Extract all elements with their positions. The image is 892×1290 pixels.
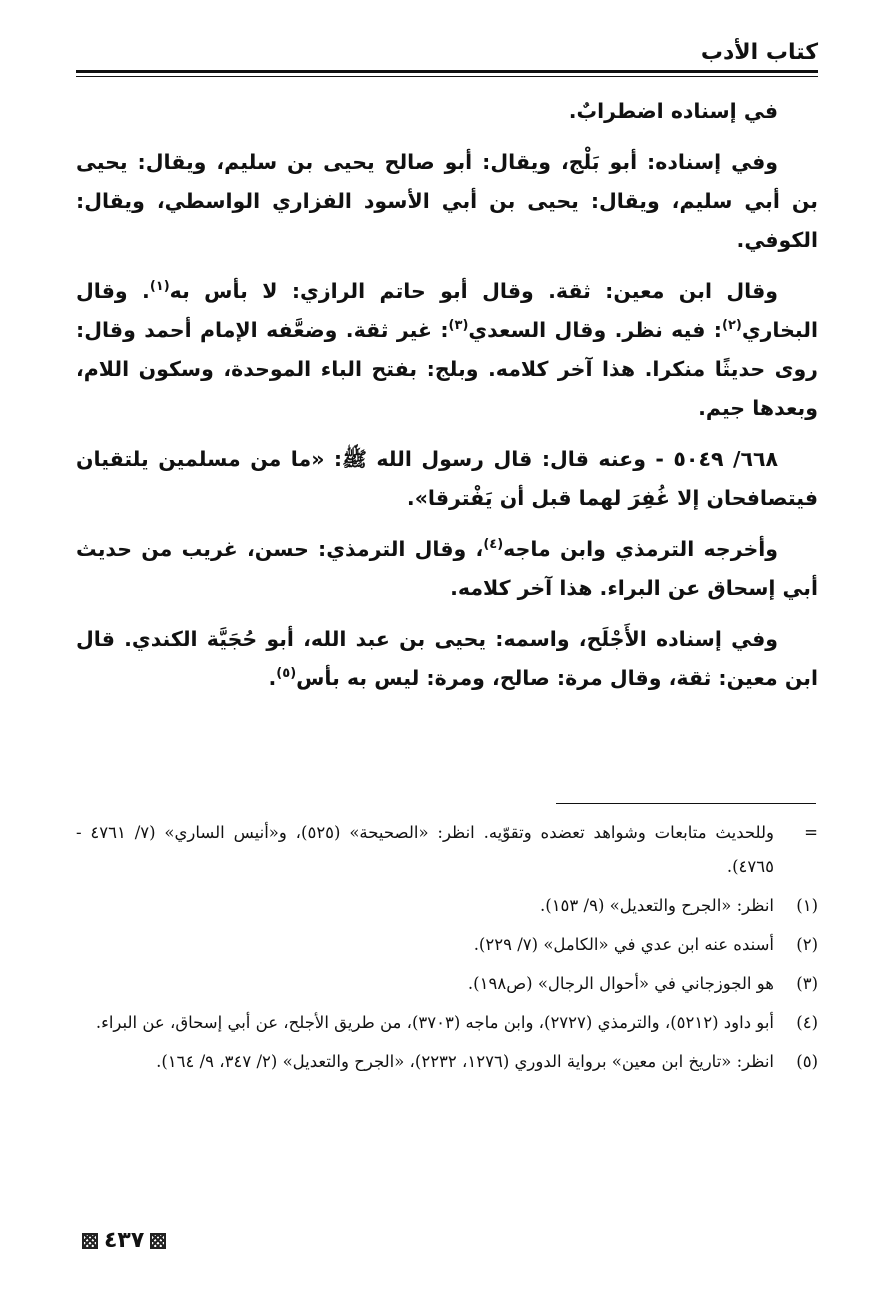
footnote-number: (٢) <box>796 935 818 954</box>
paragraph-4-hadith: ٦٦٨/ ٥٠٤٩ - وعنه قال: قال رسول الله ﷺ: «ما من مسلمين يلتقيان فيتصافحان إلا غُفِرَ لهما قبل أن يَفْترقا». <box>76 447 818 510</box>
footnote-text: انظر: «الجرح والتعديل» (٩/ ١٥٣). <box>540 896 774 915</box>
paragraph-6-text-a: وفي إسناده الأَجْلَح، واسمه: يحيى بن عبد الله، أبو حُجَيَّة الكندي. قال ابن معين: ثقة، وقال مرة: صالح، ومرة: ليس به بأس <box>76 627 818 690</box>
paragraph-3-text-b: . وقال البخاري <box>76 279 818 342</box>
footnote-number: (٣) <box>796 974 818 993</box>
paragraph-3-text-c: : فيه نظر. وقال السعدي <box>468 318 722 342</box>
page-number: ٤٣٧ <box>104 1228 145 1253</box>
footnote-text: انظر: «تاريخ ابن معين» برواية الدوري (١٢٧٦، ٢٢٣٢)، «الجرح والتعديل» (٢/ ٣٤٧، ٩/ ١٦٤). <box>156 1052 774 1071</box>
footnote-1 <box>76 889 818 923</box>
footnote-text: هو الجوزجاني في «أحوال الرجال» (ص١٩٨). <box>467 974 774 993</box>
footnote-ref-1[interactable]: (١) <box>149 279 170 295</box>
paragraph-2: وفي إسناده: أبو بَلْج، ويقال: أبو صالح يحيى بن سليم، ويقال: يحيى بن أبي سليم، ويقال: يحيى بن أبي الأسود الفزاري الواسطي، ويقال: الكوفي. <box>76 150 818 252</box>
footnote-continued <box>76 816 818 884</box>
footnote-3 <box>76 967 818 1001</box>
footnote-text: أبو داود (٥٢١٢)، والترمذي (٢٧٢٧)، وابن ماجه (٣٧٠٣)، من طريق الأجلح، عن أبي إسحاق، عن البراء. <box>95 1013 774 1032</box>
paragraph-3 <box>76 272 818 428</box>
footnote-ref-2[interactable]: (٢) <box>721 318 742 334</box>
footnotes <box>76 816 818 1084</box>
paragraph-3-text-d: : غير ثقة. وضعَّفه الإمام أحمد وقال: روى حديثًا منكرا. هذا آخر كلامه. وبلج: بفتح الباء الموحدة، وسكون اللام، وبعدها جيم. <box>76 318 818 420</box>
paragraph-6-text-b: . <box>268 666 277 690</box>
footnote-2 <box>76 928 818 962</box>
header-rule-thin <box>76 76 818 77</box>
footnote-5 <box>76 1045 818 1079</box>
paragraph-6 <box>76 620 818 698</box>
paragraph-5-text-a: وأخرجه الترمذي وابن ماجه <box>503 537 778 561</box>
footnote-text: أسنده عنه ابن عدي في «الكامل» (٧/ ٢٢٩). <box>473 935 774 954</box>
footnote-separator <box>556 803 816 804</box>
running-header <box>76 38 818 72</box>
paragraph-5-text-b: ، وقال الترمذي: حسن، غريب من حديث أبي إسحاق عن البراء. هذا آخر كلامه. <box>76 537 818 600</box>
footnote-number: (٤) <box>796 1013 818 1032</box>
footnote-number: (٥) <box>796 1052 818 1071</box>
header-rule-thick <box>76 70 818 73</box>
ornament-icon <box>150 1233 166 1249</box>
footnote-number: = <box>804 823 818 842</box>
footnote-text: وللحديث متابعات وشواهد تعضده وتقوّيه. انظر: «الصحيحة» (٥٢٥)، و«أنيس الساري» (٧/ ٤٧٦١ - ٤٧٦٥). <box>76 823 774 876</box>
ornament-icon <box>82 1233 98 1249</box>
paragraph-5 <box>76 530 818 608</box>
footnote-ref-5[interactable]: (٥) <box>276 666 297 682</box>
header-title: كتاب الأدب <box>700 40 818 65</box>
paragraph-3-text-a: وقال ابن معين: ثقة. وقال أبو حاتم الرازي: لا بأس به <box>169 279 778 303</box>
main-text <box>76 92 818 710</box>
footnote-4 <box>76 1006 818 1040</box>
footnote-number: (١) <box>796 896 818 915</box>
footnote-ref-3[interactable]: (٣) <box>448 318 469 334</box>
page-footer <box>82 1228 166 1254</box>
paragraph-1: في إسناده اضطرابٌ. <box>568 99 778 123</box>
footnote-ref-4[interactable]: (٤) <box>483 537 504 553</box>
